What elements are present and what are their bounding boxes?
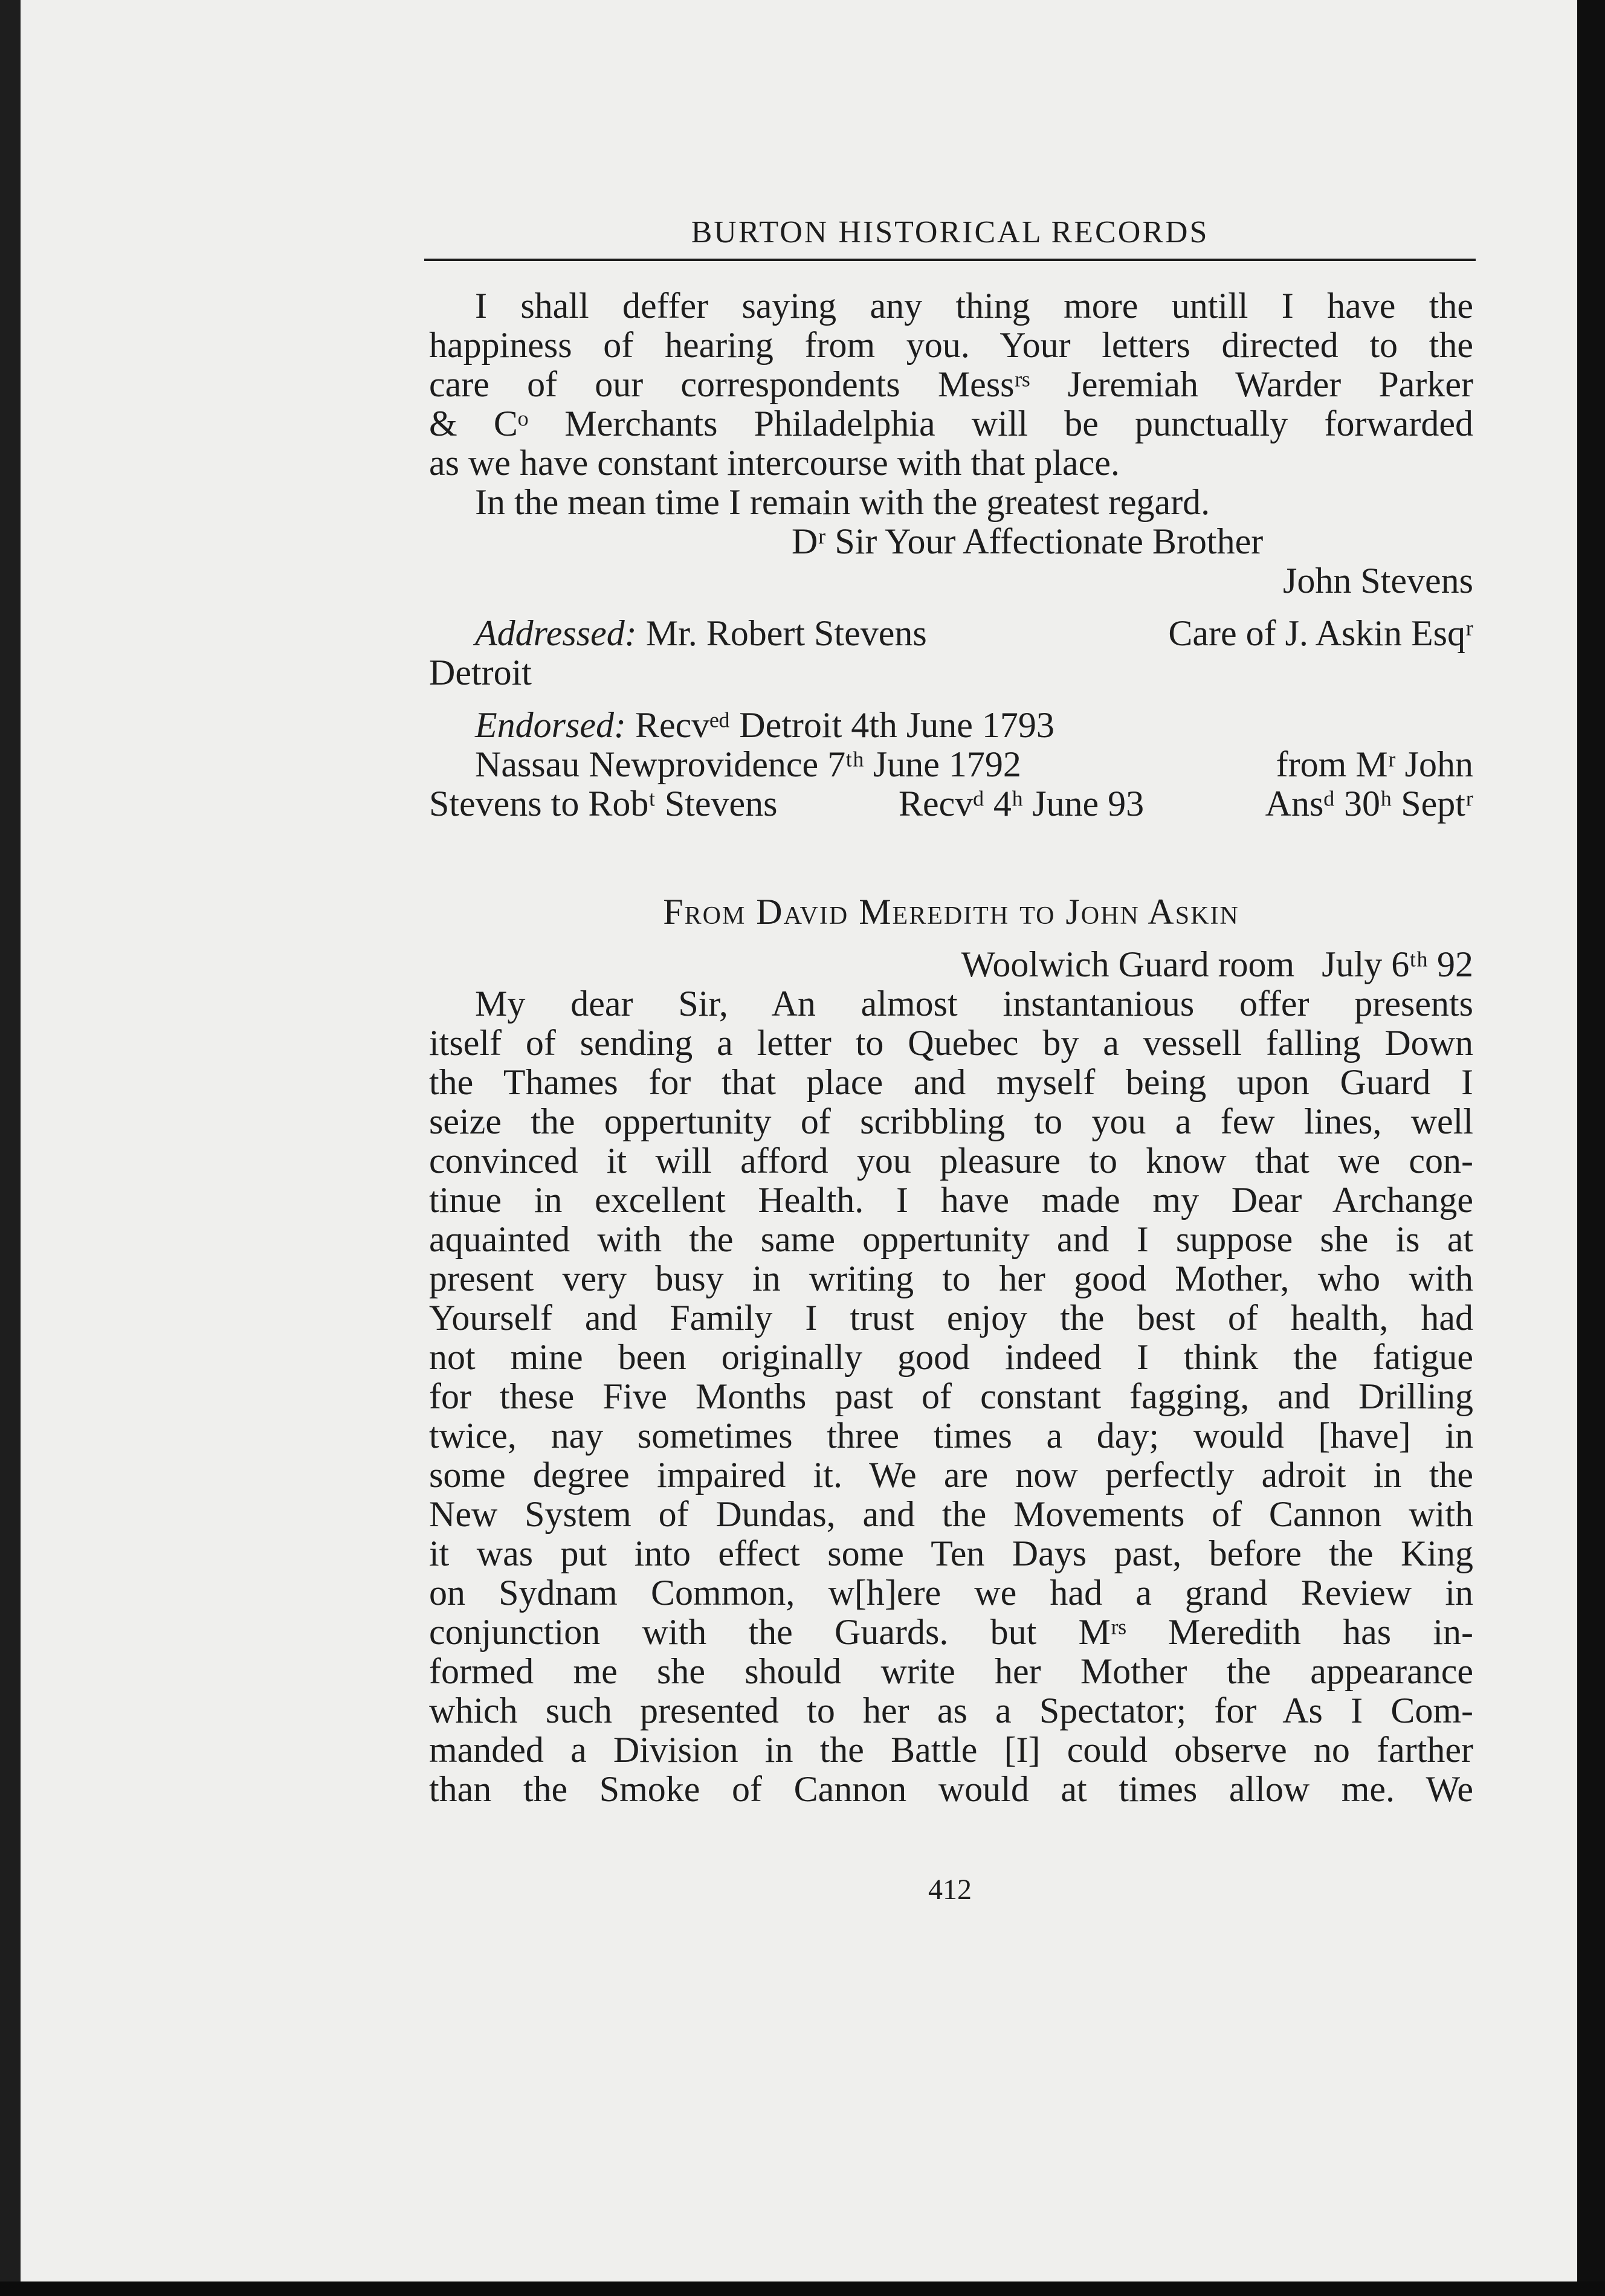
endorsed-recipient: Stevens to Robᵗ Stevens (429, 784, 778, 824)
addressed-care-of: Care of J. Askin Esqʳ (1168, 613, 1473, 653)
text-line: it was put into effect some Ten Days past, before the King (429, 1533, 1473, 1573)
text-line: convinced it will afford you pleasure to know that we con- (429, 1141, 1473, 1181)
endorsed-line-3 (429, 784, 1473, 824)
text-line: My dear Sir, An almost instantanious offer presents (475, 984, 1473, 1024)
text-line: which such presented to her as a Spectator; for As I Com- (429, 1691, 1473, 1730)
spacer (429, 932, 1473, 945)
text-line: on Sydnam Common, w[h]ere we had a grand Review in (429, 1573, 1473, 1613)
text-line: care of our correspondents Messʳˢ Jeremiah Warder Parker (429, 364, 1473, 404)
letter-title: From David Meredith to John Askin (663, 892, 1239, 932)
closing-line: In the mean time I remain with the greatest regard. (475, 482, 1210, 522)
text-line: some degree impaired it. We are now perfectly adroit in the (429, 1455, 1473, 1495)
running-head: BURTON HISTORICAL RECORDS (691, 215, 1209, 250)
page-body (429, 286, 1473, 1809)
endorsed-label: Endorsed: (475, 705, 626, 745)
addressed-recipient: Mr. Robert Stevens (645, 613, 927, 653)
scan-border-bottom (0, 2281, 1605, 2296)
text-line: for these Five Months past of constant fagging, and Drilling (429, 1376, 1473, 1416)
dateline (429, 945, 1473, 984)
signoff-line: Dʳ Sir Your Affectionate Brother (792, 521, 1264, 561)
text-line: Yourself and Family I trust enjoy the best of health, had (429, 1298, 1473, 1338)
text-line: formed me she should write her Mother the appearance (429, 1651, 1473, 1691)
endorsed-origin: Nassau Newprovidence 7ᵗʰ June 1792 (475, 744, 1021, 784)
text-line: as we have constant intercourse with that place. (429, 443, 1120, 483)
endorsed-line-2 (429, 745, 1473, 784)
page-number: 412 (928, 1874, 972, 1906)
text-line: present very busy in writing to her good Mother, who with (429, 1259, 1473, 1298)
endorsed-answered: Ansᵈ 30ʰ Septʳ (1265, 784, 1473, 824)
scan-border-right (1577, 0, 1605, 2296)
text-line: than the Smoke of Cannon would at times allow me. We (429, 1769, 1473, 1809)
text-line: conjunction with the Guards. but Mʳˢ Meredith has in- (429, 1612, 1473, 1652)
addressed-line (429, 614, 1473, 653)
dateline-place: Woolwich Guard room (961, 944, 1295, 984)
text-line: seize the oppertunity of scribbling to you a few lines, well (429, 1101, 1473, 1141)
text-line: tinue in excellent Health. I have made my Dear Archange (429, 1180, 1473, 1220)
dateline-date: July 6ᵗʰ 92 (1322, 944, 1473, 984)
spacer (429, 824, 1473, 892)
spacer (429, 601, 1473, 614)
text-line: itself of sending a letter to Quebec by a vessell falling Down (429, 1023, 1473, 1063)
text-line: I shall deffer saying any thing more untill I have the (475, 286, 1473, 326)
text-line: the Thames for that place and myself being upon Guard I (429, 1062, 1473, 1102)
spacer (429, 692, 1473, 706)
signature: John Stevens (1283, 561, 1473, 601)
addressed-main (475, 614, 927, 653)
endorsed-line (429, 706, 1473, 745)
text-line: twice, nay sometimes three times a day; would [have] in (429, 1416, 1473, 1456)
text-line: manded a Division in the Battle [I] could observe no farther (429, 1730, 1473, 1770)
text-line: happiness of hearing from you. Your letters directed to the (429, 325, 1473, 365)
endorsed-text: Recvᵉᵈ Detroit 4th June 1793 (635, 705, 1054, 745)
text-line: not mine been originally good indeed I think the fatigue (429, 1337, 1473, 1377)
endorsed-received: Recvᵈ 4ʰ June 93 (898, 784, 1145, 824)
text-line: aquainted with the same oppertunity and I suppose she is at (429, 1219, 1473, 1259)
header-rule (424, 259, 1476, 261)
addressed-label: Addressed: (475, 613, 637, 653)
text-line: New System of Dundas, and the Movements of Cannon with (429, 1494, 1473, 1534)
text-line: & Cᵒ Merchants Philadelphia will be punctually forwarded (429, 404, 1473, 443)
endorsed-from: from Mʳ John (1276, 744, 1473, 784)
addressed-continuation: Detroit (429, 653, 532, 692)
